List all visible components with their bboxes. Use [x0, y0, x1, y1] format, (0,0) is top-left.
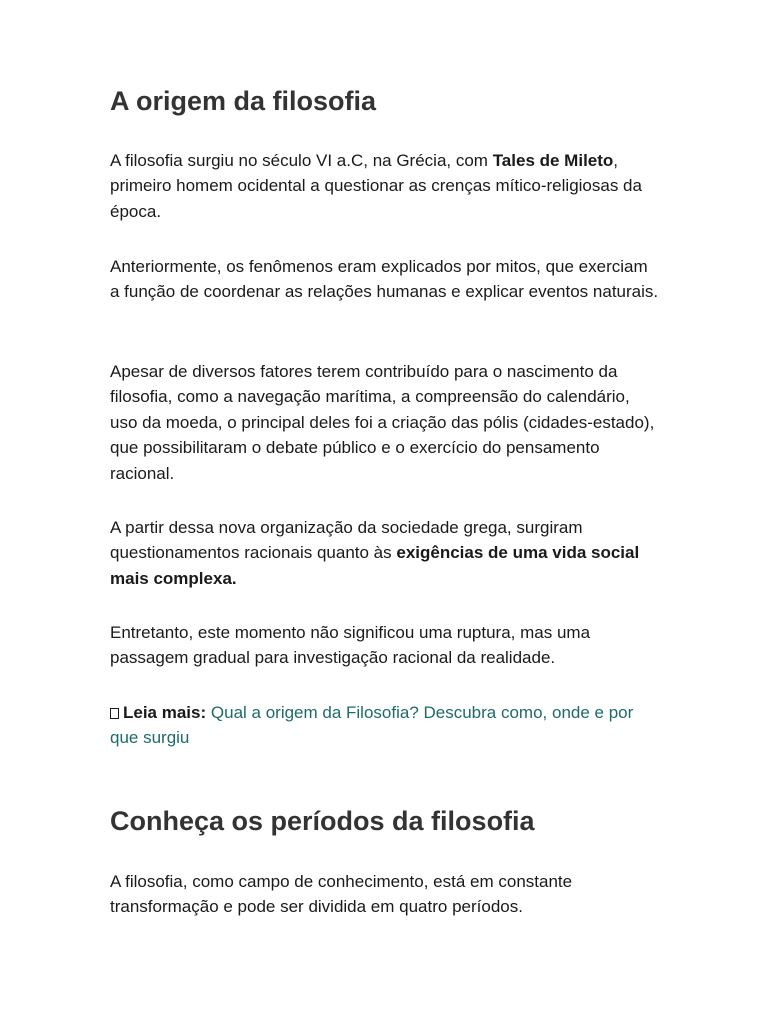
- paragraph-sociedade: [110, 515, 660, 591]
- paragraph-mitos: Anteriormente, os fenômenos eram explicados por mitos, que exerciam a função de coordenar as relações humanas e explicar eventos naturais.: [110, 257, 659, 302]
- paragraph-polis: Apesar de diversos fatores terem contribuído para o nascimento da filosofia, como a navegação marítima, a compreensão do calendário, uso da moeda, o principal deles foi a criação das pólis (cidades-estado), que possibilitaram o debate público e o exercício do pensamento racional.: [110, 362, 655, 483]
- bold-text-exigencias: exigências de uma vida social mais complexa.: [110, 543, 640, 588]
- box-icon: [110, 708, 119, 719]
- read-more-label: Leia mais:: [123, 703, 207, 722]
- section-heading-periodos: Conheça os períodos da filosofia: [110, 806, 535, 836]
- paragraph-text: A partir dessa nova organização da sociedade grega, surgiram questionamentos racionais quanto às: [110, 518, 583, 563]
- paragraph-text: A filosofia surgiu no século VI a.C, na Grécia, com: [110, 151, 493, 170]
- bold-text-tales: Tales de Mileto: [492, 151, 614, 170]
- paragraph-periodos: A filosofia, como campo de conhecimento, está em constante transformação e pode ser dividida em quatro períodos.: [110, 872, 573, 917]
- read-more-link[interactable]: Qual a origem da Filosofia? Descubra como, onde e por que surgiu: [110, 703, 634, 748]
- section-heading-origem: A origem da filosofia: [110, 86, 377, 116]
- paragraph-passagem: Entretanto, este momento não significou uma ruptura, mas uma passagem gradual para investigação racional da realidade.: [110, 623, 591, 668]
- paragraph-text: , primeiro homem ocidental a questionar as crenças mítico-religiosas da época.: [110, 151, 642, 221]
- paragraph-tales: [110, 148, 660, 224]
- read-more: [110, 700, 660, 751]
